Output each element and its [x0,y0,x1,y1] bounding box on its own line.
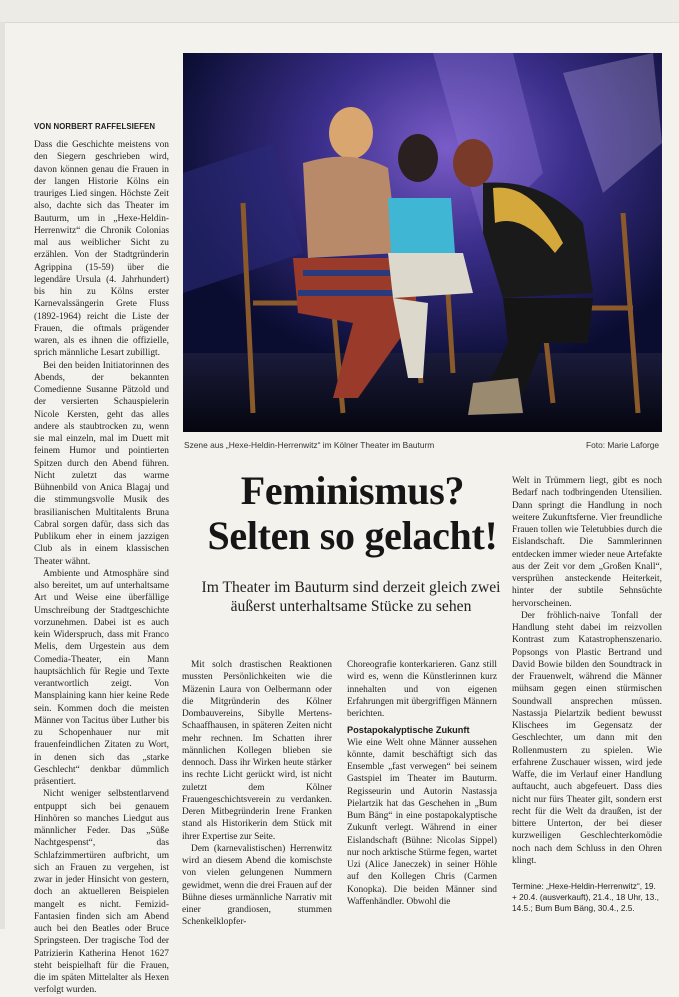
stage-photo [183,53,662,432]
paragraph: Der fröhlich-naive Tonfall der Handlung steht dabei im reizvollen Kontrast zum Katastrophenszenario. Popsongs von Plastic Bertrand und David Bowie bilden den Soundtrack in der Frauenwelt, während die Männer mühsam gegen einen stürmischen Soundwall ansprechen müssen. Nastassja Pielartzik bedient bewusst Klischees im Gegensatz der Geschlechter, um dann mit den Rollenmustern zu spielen. Wie erfahrene Zuschauer wissen, wird jede Waffe, die im Verlauf einer Handlung auftaucht, auch abgefeuert. Dass dies nicht nur fürs Theater gilt, sondern erst recht für die Welt da draußen, ist der bittere Unterton, der bei dieser kurzweiligen Geschlechterkomödie noch nach dem Schluss in den Ohren klingt. [512,610,662,866]
article-column-1 [34,139,169,997]
byline: VON NORBERT RAFFELSIEFEN [34,122,156,131]
paragraph: Mit solch drastischen Reaktionen mussten Persönlichkeiten wie die Mäzenin Laura von Oelbermann oder die Mitgründerin des Kölner Dombauvereins, Sibylle Mertens-Schaaffhausen, in späteren Zeiten nicht mehr rechnen. Im Schatten ihrer männlichen Kollegen blieben sie dennoch. Dass ihr Wirken heute stärker ins rechte Licht gerückt wird, ist nicht zuletzt dem Kölner Frauengeschichtsverein zu verdanken. Deren Mitbegründerin Irene Franken stand als Historikerin dem Stück mit ihrer Expertise zur Seite. [182,660,332,842]
paragraph: Choreografie konterkarieren. Ganz still wird es, wenn die Künstlerinnen kurz innehalten und von eigenen Erfahrungen mit übergriffigen Männern berichten. [347,660,497,719]
show-dates: Termine: „Hexe-Heldin-Herrenwitz“, 19. + 20.4. (ausverkauft), 21.4., 18 Uhr, 13., 14.5.; Bum Bum Bäng, 30.4., 2.5. [512,881,659,913]
photo-caption: Szene aus „Hexe-Heldin-Herrenwitz“ im Kölner Theater im Bauturm [184,440,435,450]
headline-line-2: Selten so gelacht! [207,513,498,558]
article-column-4 [512,475,662,867]
article-column-2 [182,659,332,929]
subheadline: Im Theater im Bauturm sind derzeit gleich zwei äußerst unterhaltsame Stücke zu sehen [201,579,501,615]
paragraph: Welt in Trümmern liegt, gibt es noch Bedarf nach todbringenden Utensilien. Dann springt die Handlung in noch weitere Zukunftsferne. Vier freundliche Frauen tollen wie Teletubbies durch die Eislandschaft. Die Sammlerinnen entdecken immer wieder neue Artefakte aus der Zeit vor dem „Großen Knall“, versprühen ansteckende Heiterkeit, hinter der subtile Sehnsüchte hervorscheinen. [512,476,662,609]
section-subtitle: Postapokalyptische Zukunft [347,725,470,736]
paragraph: Dem (karnevalistischen) Herrenwitz wird an diesem Abend die komischste von vielen gelungenen Nummern gewidmet, wenn die drei Frauen auf der Bühne dieses urmännliche Narrativ mit einer grandiosen, stummen Schenkelklopfer- [182,843,332,928]
page-top-band [0,0,679,23]
paragraph: Nicht weniger selbstentlarvend entpuppt sich bei genauem Hinhören so manches Liedgut aus männlicher Feder. Das „Süße Nachtgespenst“, das Schlafzimmertüren aufbricht, um sich an Frauen zu vergehen, ist zwar in jeder Hinsicht von gestern, doch an aktuelleren Beispielen mangelt es nicht. Femizid-Fantasien finden sich am Abend auch bei den Beatles oder Bruce Springsteen. Der tragische Tod der Patrizierin Katherina Henot 1627 steht beispielhaft für die Frauen, die im späten Mittelalter als Hexen verfolgt wurden. [34,789,169,996]
paragraph: Wie eine Welt ohne Männer aussehen könnte, damit beschäftigt sich das Ensemble „fast verwegen“ bei seinem Gastspiel im Theater im Bauturm. Regisseurin und Autorin Nastassja Pielartzik hat das Geschehen in „Bum Bum Bäng“ in eine postapokalyptische Zukunft verlegt. Während in einer Eislandschaft (Bühne: Nicolas Sippel) nur noch arktische Stürme fegen, wartet Uzi (Alice Janeczek) in seiner Höhle auf den Kollegen Chris (Carmen Konopka). Die beiden Männer sind Waffenhändler. Obwohl die [347,737,497,907]
paragraph: Ambiente und Atmosphäre sind also bereitet, um auf unterhaltsame Art und Weise eine überfällige Umschreibung der Stadtgeschichte vorzunehmen. Dabei ist es auch kein Widerspruch, dass mit Franco Melis, dem Urgestein aus dem Comedia-Theater, ein Mann hauptsächlich für Regie und Texte verantwortlich zeigt. Von Mansplaining kann hier keine Rede sein. Kommen doch die meisten Männer von Tacitus über Luther bis zu Schopenhauer nur mit frauenfeindlichen Zitaten zu Wort, in denen sich das „starke Geschlecht“ denkbar dümmlich präsentiert. [34,568,169,787]
headline [180,468,525,558]
photo-credit: Foto: Marie Laforge [586,440,660,450]
paragraph: Dass die Geschichte meistens von den Siegern geschrieben wird, davon können genau die Frauen in der langen Historie Kölns ein trauriges Lied singen. Höchste Zeit also, dachte sich das Theater im Bauturm, um in „Hexe-Heldin-Herrenwitz“ die Chronik Colonias mal aus weiblicher Sicht zu erzählen. Von der Stadtgründerin Agrippina (15-59) über die legendäre Ursula (4. Jahrhundert) bis hin zu Kölns erster Karnevalssängerin Grete Fluss (1892-1964) reicht die Liste der Frauen, die oftmals prägender waren, als es ihnen die offizielle, sprich männliche Lesart zubilligt. [34,140,169,359]
page-left-edge [0,22,5,929]
paragraph: Bei den beiden Initiatorinnen des Abends, der bekannten Comedienne Susanne Pätzold und der versierten Schauspielerin Nicole Kersten, geht das alles andere als staubtrocken zu, wenn sie mal einzeln, mal im Duett mit feinem Humor und pointierten Spitzen durch den Abend führen. Nicht zuletzt das warme Bühnenbild von Anica Blagaj und die stimmungsvolle Musik des brasilianischen Multitalents Bruna Cabral sorgen dafür, dass sich das Publikum eher in einem jazzigen Club als in einem klassischen Theater wähnt. [34,360,169,567]
headline-line-1: Feminismus? [240,468,465,513]
article-column-3 [347,659,497,908]
